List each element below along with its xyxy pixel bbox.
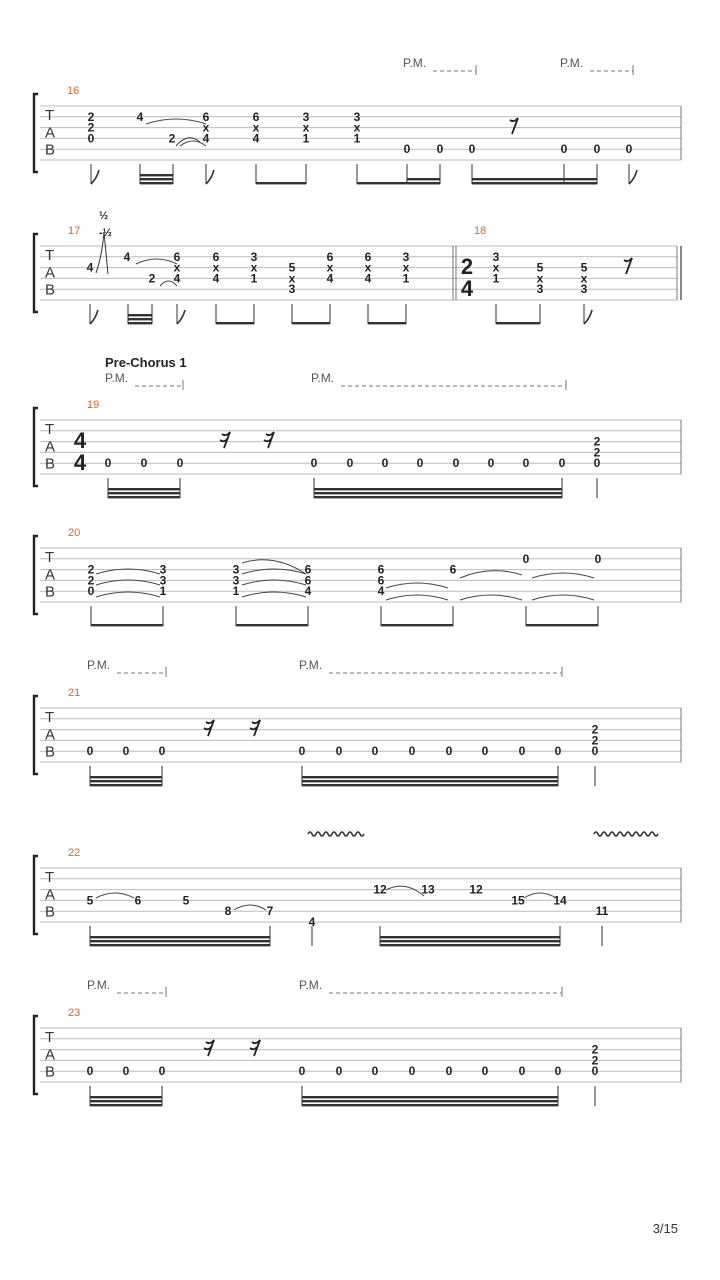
beam [90, 944, 270, 946]
beam [108, 496, 180, 498]
beam [216, 322, 254, 324]
fret-number: 0 [445, 1064, 453, 1079]
fret-number: 6 [377, 573, 385, 588]
fret-number: 15 [511, 893, 525, 908]
slur-arc [234, 905, 266, 910]
beam [292, 322, 330, 324]
fret-number: 6 [304, 562, 312, 577]
measure-number: 22 [68, 847, 81, 859]
beam [526, 624, 598, 626]
fret-number: 0 [122, 1064, 130, 1079]
fret-number: 0 [452, 456, 460, 471]
fret-number: 5 [536, 260, 544, 275]
slur-arc [136, 259, 177, 264]
tab-clef-letter: A [45, 124, 56, 142]
slur-arc [460, 595, 522, 600]
tab-system [34, 85, 681, 184]
fret-number: 2 [591, 1042, 599, 1057]
beam [302, 784, 558, 786]
fret-number: 0 [560, 142, 568, 157]
fret-number: 1 [402, 271, 410, 286]
note-flag [177, 310, 185, 324]
fret-number: 5 [580, 260, 588, 275]
fret-number: 4 [173, 271, 181, 286]
beam [256, 182, 306, 184]
dead-note: x [288, 271, 296, 286]
fret-number: 0 [591, 1064, 599, 1079]
beam [128, 314, 152, 316]
beam [140, 174, 173, 176]
fret-number: 6 [377, 562, 385, 577]
tab-clef-letter: B [45, 455, 56, 473]
fret-number: 3 [536, 282, 544, 297]
tab-clef-letter: A [45, 726, 56, 744]
beam [314, 488, 562, 490]
fret-number: 0 [481, 744, 489, 759]
fret-number: 0 [87, 131, 95, 146]
fret-number: 0 [86, 744, 94, 759]
dead-note: x [364, 260, 372, 275]
fret-number: 0 [487, 456, 495, 471]
fret-number: 0 [445, 744, 453, 759]
fret-number: 4 [377, 584, 385, 599]
tab-clef-letter: B [45, 583, 56, 601]
dead-note: x [536, 271, 544, 286]
slur-arc [386, 595, 448, 600]
beam [90, 1096, 162, 1098]
fret-number: 4 [304, 584, 312, 599]
beam [302, 780, 558, 782]
palm-mute-label: P.M. [87, 978, 111, 992]
beam [140, 178, 173, 180]
vibrato-mark [594, 832, 658, 836]
fret-number: 5 [182, 893, 190, 908]
fret-number: 1 [159, 584, 167, 599]
tab-system [34, 1007, 681, 1106]
eighth-rest [624, 258, 632, 274]
fret-number: 0 [310, 456, 318, 471]
beam [407, 182, 440, 184]
tab-clef-letter: T [45, 421, 55, 438]
fret-number: 2 [168, 131, 176, 146]
fret-number: 1 [250, 271, 258, 286]
slur-arc [524, 893, 556, 898]
fret-number: 0 [554, 1064, 562, 1079]
tab-clef-letter: B [45, 141, 56, 159]
fret-number: 2 [593, 434, 601, 449]
tab-system [34, 687, 681, 786]
dead-note: x [252, 120, 260, 135]
slur-arc [96, 592, 160, 597]
beam [90, 1104, 162, 1106]
dead-note: x [302, 120, 310, 135]
beam [472, 182, 597, 184]
tab-clef-letter: T [45, 869, 55, 886]
fret-number: 0 [522, 551, 530, 566]
palm-mute-label: P.M. [299, 978, 323, 992]
sixteenth-rest-flag [250, 727, 257, 729]
fret-number: 8 [224, 904, 232, 919]
slur-arc [386, 886, 424, 896]
beam [90, 1100, 162, 1102]
tab-clef-letter: B [45, 281, 56, 299]
tab-system [34, 527, 681, 626]
tab-clef-letter: A [45, 566, 56, 584]
measure-number: 17 [68, 225, 81, 237]
dead-note: x [580, 271, 588, 286]
fret-number: 3 [232, 573, 240, 588]
fret-number: 12 [469, 882, 483, 897]
tab-clef-letter: T [45, 549, 55, 566]
bend-release-amount: -½ [99, 227, 112, 239]
dead-note: x [173, 260, 181, 275]
time-signature-top: 4 [73, 428, 87, 453]
fret-number: 0 [176, 456, 184, 471]
fret-number: 0 [625, 142, 633, 157]
fret-number: 6 [173, 249, 181, 264]
fret-number: 2 [87, 573, 95, 588]
tab-system [34, 399, 681, 498]
system-bracket [34, 696, 38, 774]
tab-clef-letter: B [45, 743, 56, 761]
beam [128, 322, 152, 324]
beam [91, 624, 163, 626]
fret-number: 4 [202, 131, 210, 146]
beam [90, 936, 270, 938]
time-signature-bottom: 4 [460, 276, 474, 301]
sixteenth-rest-flag [220, 439, 227, 441]
fret-number: 2 [591, 722, 599, 737]
dead-note: x [212, 260, 220, 275]
beam [380, 936, 560, 938]
palm-mute-label: P.M. [403, 56, 427, 70]
fret-number: 0 [346, 456, 354, 471]
beam [407, 178, 440, 180]
measure-number: 16 [67, 85, 80, 97]
beam [472, 178, 597, 180]
beam [108, 492, 180, 494]
fret-number: 12 [373, 882, 387, 897]
fret-number: 0 [335, 1064, 343, 1079]
fret-number: 3 [159, 562, 167, 577]
fret-number: 0 [593, 456, 601, 471]
system-bracket [34, 856, 38, 934]
fret-number: 4 [123, 249, 131, 264]
fret-number: 1 [353, 131, 361, 146]
fret-number: 4 [308, 915, 316, 929]
fret-number: 0 [403, 142, 411, 157]
fret-number: 6 [202, 109, 210, 124]
fret-number: 2 [87, 109, 95, 124]
beam [90, 776, 162, 778]
sixteenth-rest-flag [204, 1047, 211, 1049]
fret-number: 1 [232, 584, 240, 599]
palm-mute-label: P.M. [299, 658, 323, 672]
fret-number: 13 [421, 882, 435, 897]
fret-number: 0 [381, 456, 389, 471]
fret-number: 3 [402, 249, 410, 264]
fret-number: 3 [302, 109, 310, 124]
beam [380, 940, 560, 942]
fret-number: 3 [288, 282, 296, 297]
fret-number: 0 [104, 456, 112, 471]
fret-number: 3 [580, 282, 588, 297]
palm-mute-label: P.M. [311, 371, 335, 385]
fret-number: 0 [554, 744, 562, 759]
bend-amount: ½ [99, 210, 109, 222]
fret-number: 0 [298, 1064, 306, 1079]
tab-system [34, 225, 681, 324]
tab-clef-letter: A [45, 886, 56, 904]
beam [380, 944, 560, 946]
fret-number: 0 [594, 551, 602, 566]
slur-arc [532, 595, 594, 600]
note-flag [629, 170, 637, 184]
beam [302, 1100, 558, 1102]
tab-clef-letter: A [45, 1046, 56, 1064]
fret-number: 2 [87, 562, 95, 577]
fret-number: 0 [86, 1064, 94, 1079]
fret-number: 3 [353, 109, 361, 124]
fret-number: 0 [371, 1064, 379, 1079]
time-signature-bottom: 4 [73, 450, 87, 475]
palm-mute-label: P.M. [560, 56, 584, 70]
time-signature-top: 2 [460, 254, 474, 279]
beam [302, 1096, 558, 1098]
fret-number: 4 [212, 271, 220, 286]
tab-clef-letter: T [45, 247, 55, 264]
fret-number: 0 [408, 744, 416, 759]
fret-number: 0 [335, 744, 343, 759]
system-bracket [34, 536, 38, 614]
system-bracket [34, 234, 38, 312]
fret-number: 3 [250, 249, 258, 264]
measure-number: 20 [68, 527, 81, 539]
dead-note: x [492, 260, 500, 275]
fret-number: 0 [122, 744, 130, 759]
fret-number: 1 [492, 271, 500, 286]
eighth-rest [510, 118, 518, 134]
fret-number: 2 [591, 1053, 599, 1068]
slur-arc [96, 893, 134, 898]
tab-clef-letter: T [45, 107, 55, 124]
note-flag [91, 170, 99, 184]
vibrato-mark [308, 832, 364, 836]
beam [302, 776, 558, 778]
fret-number: 0 [591, 744, 599, 759]
fret-number: 0 [87, 584, 95, 599]
measure-number: 21 [68, 687, 81, 699]
dead-note: x [202, 120, 210, 135]
tab-clef-letter: T [45, 709, 55, 726]
fret-number: 1 [302, 131, 310, 146]
fret-number: 0 [158, 744, 166, 759]
fret-number: 6 [364, 249, 372, 264]
beam [90, 940, 270, 942]
beam [368, 322, 406, 324]
fret-number: 4 [364, 271, 372, 286]
fret-number: 4 [326, 271, 334, 286]
fret-number: 14 [553, 893, 567, 908]
fret-number: 7 [266, 904, 274, 919]
fret-number: 11 [595, 904, 609, 919]
measure-number: 19 [87, 399, 100, 411]
fret-number: 6 [212, 249, 220, 264]
fret-number: 3 [159, 573, 167, 588]
dead-note: x [250, 260, 258, 275]
slur-arc [532, 573, 594, 578]
sixteenth-rest-flag [264, 439, 271, 441]
note-flag [90, 310, 98, 324]
tab-clef-letter: B [45, 903, 56, 921]
fret-number: 4 [252, 131, 260, 146]
section-label: Pre-Chorus 1 [105, 355, 187, 370]
fret-number: 0 [522, 456, 530, 471]
beam [314, 492, 562, 494]
dead-note: x [353, 120, 361, 135]
fret-number: 4 [86, 260, 94, 275]
fret-number: 0 [371, 744, 379, 759]
fret-number: 2 [148, 271, 156, 286]
beam [381, 624, 453, 626]
fret-number: 4 [136, 109, 144, 124]
sixteenth-rest-flag [204, 727, 211, 729]
beam [128, 318, 152, 320]
beam [140, 182, 173, 184]
fret-number: 0 [298, 744, 306, 759]
fret-number: 0 [593, 142, 601, 157]
fret-number: 0 [468, 142, 476, 157]
tab-clef-letter: A [45, 264, 56, 282]
fret-number: 6 [326, 249, 334, 264]
beam [302, 1104, 558, 1106]
palm-mute-label: P.M. [105, 371, 129, 385]
system-bracket [34, 94, 38, 172]
slur-arc [386, 583, 448, 588]
fret-number: 6 [134, 893, 142, 908]
measure-number: 18 [474, 225, 487, 237]
system-bracket [34, 408, 38, 486]
fret-number: 0 [158, 1064, 166, 1079]
slur-arc [146, 119, 206, 124]
fret-number: 6 [449, 562, 457, 577]
fret-number: 6 [304, 573, 312, 588]
fret-number: 5 [288, 260, 296, 275]
tab-clef-letter: T [45, 1029, 55, 1046]
beam [236, 624, 308, 626]
fret-number: 0 [481, 1064, 489, 1079]
beam [314, 496, 562, 498]
dead-note: x [402, 260, 410, 275]
fret-number: 0 [416, 456, 424, 471]
sixteenth-rest-flag [250, 1047, 257, 1049]
tab-clef-letter: B [45, 1063, 56, 1081]
tab-clef-letter: A [45, 438, 56, 456]
palm-mute-label: P.M. [87, 658, 111, 672]
beam [496, 322, 540, 324]
beam [90, 780, 162, 782]
fret-number: 0 [436, 142, 444, 157]
fret-number: 0 [518, 744, 526, 759]
note-flag [584, 310, 592, 324]
fret-number: 0 [408, 1064, 416, 1079]
system-bracket [34, 1016, 38, 1094]
fret-number: 5 [86, 893, 94, 908]
measure-number: 23 [68, 1007, 81, 1019]
fret-number: 3 [232, 562, 240, 577]
page-number: 3/15 [652, 1221, 678, 1236]
fret-number: 2 [591, 733, 599, 748]
dead-note: x [326, 260, 334, 275]
fret-number: 0 [558, 456, 566, 471]
fret-number: 0 [140, 456, 148, 471]
fret-number: 2 [593, 445, 601, 460]
beam [90, 784, 162, 786]
note-flag [206, 170, 214, 184]
beam [108, 488, 180, 490]
fret-number: 0 [518, 1064, 526, 1079]
slur-arc [242, 592, 306, 597]
fret-number: 2 [87, 120, 95, 135]
fret-number: 6 [252, 109, 260, 124]
slur-arc [460, 571, 522, 578]
fret-number: 3 [492, 249, 500, 264]
